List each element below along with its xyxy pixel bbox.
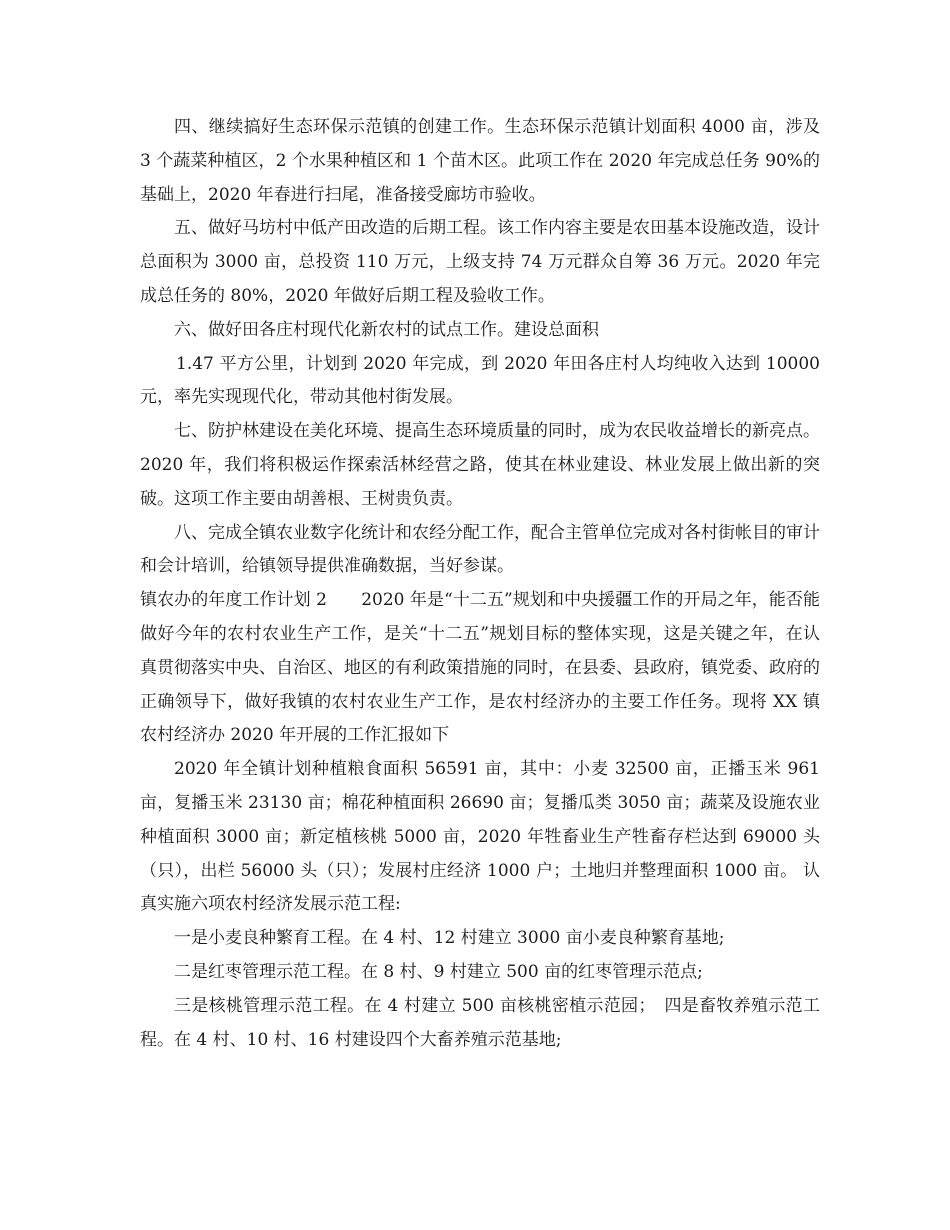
paragraph-item-5: 五、做好马坊村中低产田改造的后期工程。该工作内容主要是农田基本设施改造，设计总面积为 3000 亩，总投资 110 万元，上级支持 74 万元群众自筹 36 万元。2020 年完成总任务的 80%，2020 年做好后期工程及验收工作。 bbox=[140, 218, 820, 306]
paragraph-item-7: 七、防护林建设在美化环境、提高生态环境质量的同时，成为农民收益增长的新亮点。2020 年，我们将积极运作探索活林经营之路，使其在林业建设、林业发展上做出新的突破。这项工作主要由胡善根、王树贵负责。 bbox=[140, 421, 820, 509]
document-body bbox=[140, 111, 820, 1057]
paragraph-project-3-4: 三是核桃管理示范工程。在 4 村建立 500 亩核桃密植示范园； 四是畜牧养殖示范工程。在 4 村、10 村、16 村建设四个大畜养殖示范基地; bbox=[140, 995, 820, 1050]
paragraph-item-6: 六、做好田各庄村现代化新农村的试点工作。建设总面积 bbox=[174, 319, 599, 340]
paragraph-plan-2-figures: 2020 年全镇计划种植粮食面积 56591 亩，其中：小麦 32500 亩，正播玉米 961 亩，复播玉米 23130 亩；棉花种植面积 26690 亩；复播瓜类 3050 亩；蔬菜及设施农业种植面积 3000 亩；新定植核桃 5000 亩，2020 年牲畜业生产牲畜存栏达到 69000 头（只），出栏 56000 头（只）；发展村庄经济 1000 户；土地归并整理面积 1000 亩。 认真实施六项农村经济发展示范工程: bbox=[140, 759, 820, 915]
paragraph-item-4: 四、继续搞好生态环保示范镇的创建工作。生态环保示范镇计划面积 4000 亩，涉及 3 个蔬菜种植区，2 个水果种植区和 1 个苗木区。此项工作在 2020 年完成总任务 90%的基础上，2020 年春进行扫尾，准备接受廊坊市验收。 bbox=[140, 117, 820, 205]
paragraph-plan-2-intro: 镇农办的年度工作计划 2 2020 年是“十二五”规划和中央援疆工作的开局之年，能否能做好今年的农村农业生产工作，是关“十二五”规划目标的整体实现，这是关键之年，在认真贯彻落实中央、自治区、地区的有利政策措施的同时，在县委、县政府，镇党委、政府的正确领导下，做好我镇的农村农业生产工作，是农村经济办的主要工作任务。现将 XX 镇农村经济办 2020 年开展的工作汇报如下 bbox=[140, 590, 820, 746]
paragraph-item-8: 八、完成全镇农业数字化统计和农经分配工作，配合主管单位完成对各村街帐目的审计和会计培训，给镇领导提供准确数据，当好参谋。 bbox=[140, 522, 820, 577]
paragraph-project-1: 一是小麦良种繁育工程。在 4 村、12 村建立 3000 亩小麦良种繁育基地; bbox=[174, 928, 725, 949]
paragraph-project-2: 二是红枣管理示范工程。在 8 村、9 村建立 500 亩的红枣管理示范点; bbox=[174, 961, 703, 982]
paragraph-item-6-continued: 1.47 平方公里，计划到 2020 年完成，到 2020 年田各庄村人均纯收入达到 10000 元，率先实现现代化，带动其他村街发展。 bbox=[140, 353, 820, 408]
